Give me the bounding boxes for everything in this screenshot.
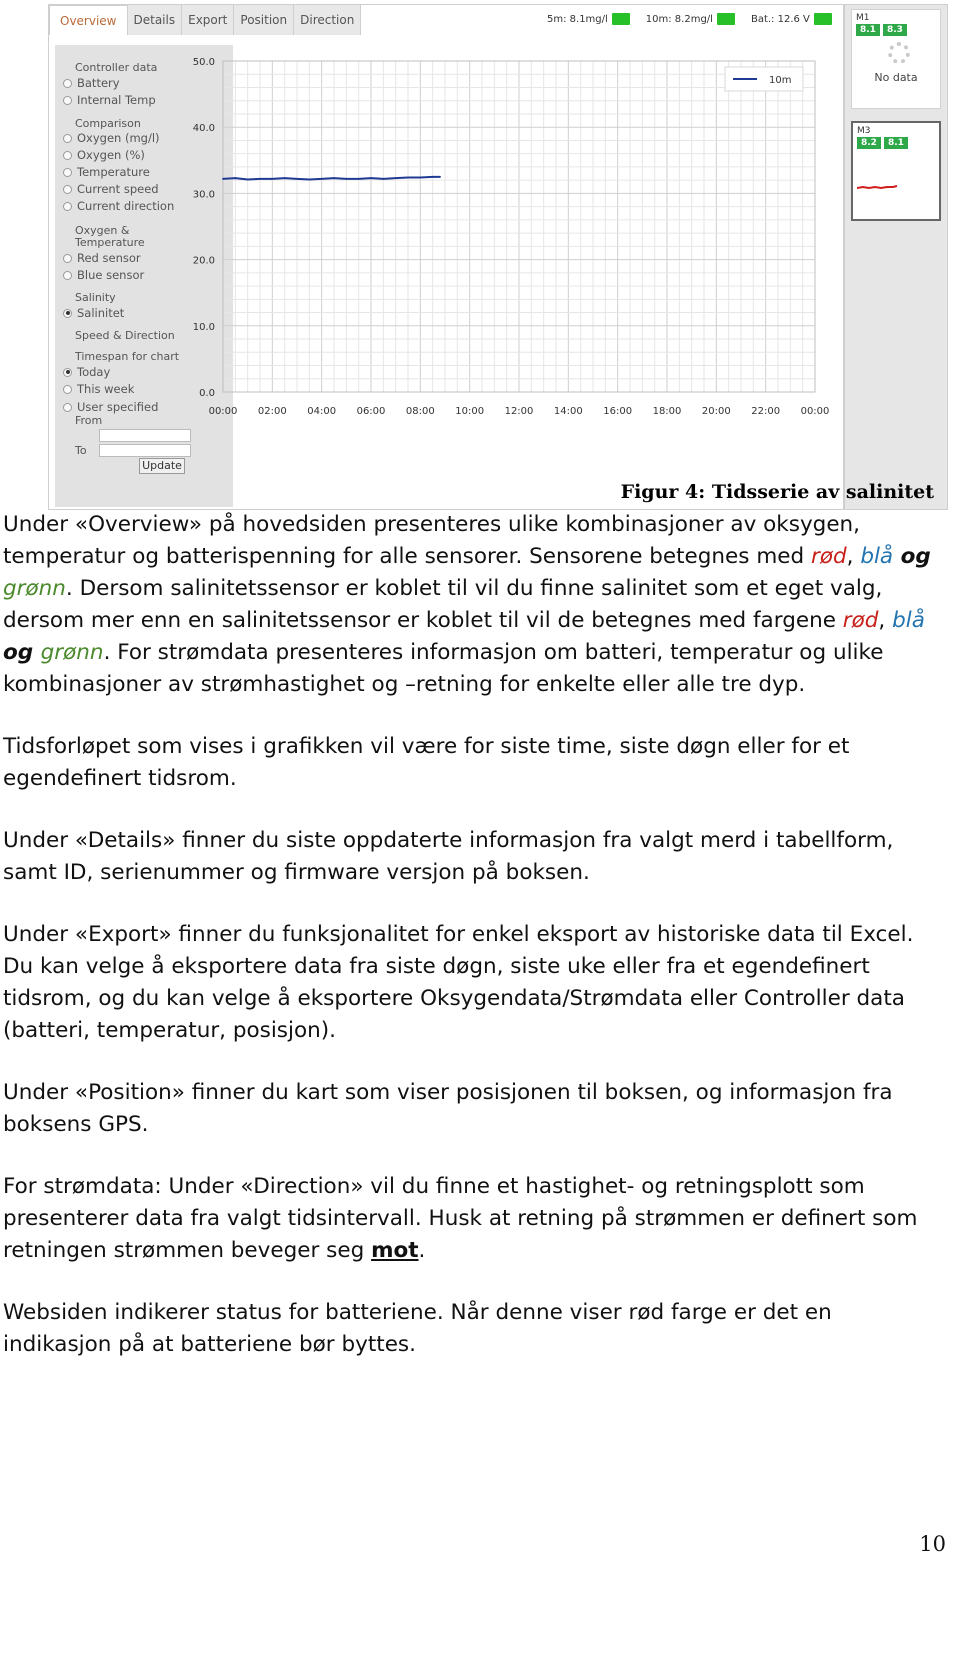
oxygen-temperature-heading: Oxygen & [75, 224, 130, 237]
x-tick-label: 10:00 [455, 406, 485, 417]
text-green: grønn [3, 576, 66, 601]
status-battery-label: Bat.: 12.6 V [750, 13, 810, 25]
status-10m-label: 10m: 8.2mg/l [645, 13, 713, 25]
paragraph-timespan: Tidsforløpet som vises i grafikken vil være for siste time, siste døgn eller for et egendefinert tidsrom. [3, 734, 850, 791]
x-tick-label: 04:00 [307, 406, 337, 417]
option-temperature-label: Temperature [77, 165, 150, 179]
option-current-speed[interactable] [63, 182, 159, 196]
option-internal-temp-label: Internal Temp [77, 93, 156, 107]
series-point [419, 177, 421, 179]
from-date-input[interactable] [99, 429, 191, 442]
option-salinitet-label: Salinitet [77, 306, 125, 320]
y-tick-label: 40.0 [192, 123, 215, 135]
status-bar [547, 13, 832, 25]
monitoring-app [48, 4, 844, 510]
status-battery [751, 13, 832, 25]
oxygen-temperature-heading-2: Temperature [75, 236, 145, 249]
option-this-week[interactable] [63, 382, 134, 396]
y-tick-label: 50.0 [192, 57, 215, 68]
device-sparkline [857, 181, 937, 193]
option-this-week-label: This week [77, 382, 135, 396]
device-badge: 8.1 [884, 137, 908, 149]
radio-icon[interactable] [63, 202, 72, 211]
radio-icon[interactable] [63, 385, 72, 394]
text-blue: blå [892, 608, 925, 633]
tab-overview[interactable]: Overview [49, 5, 128, 35]
x-tick-label: 20:00 [701, 406, 731, 417]
text-og: og [893, 544, 931, 569]
tab-export[interactable]: Export [182, 5, 234, 35]
text-red: rød [810, 544, 847, 569]
speed-direction-heading: Speed & Direction [75, 329, 175, 342]
legend-label: 10m [769, 75, 792, 86]
series-point [308, 179, 310, 181]
screenshot-figure [48, 4, 928, 510]
x-tick-label: 02:00 [257, 406, 287, 417]
text-run: , [846, 544, 861, 569]
to-label: To [75, 444, 87, 457]
option-today-label: Today [77, 365, 111, 379]
paragraph-position: Under «Position» finner du kart som viser posisjonen til boksen, og informasjon fra boksens GPS. [3, 1080, 893, 1137]
battery-green-icon [612, 13, 630, 25]
device-badges [857, 137, 908, 149]
status-5m-label: 5m: 8.1mg/l [547, 13, 608, 25]
series-point [333, 177, 335, 179]
tab-position[interactable]: Position [234, 5, 294, 35]
x-tick-label: 18:00 [652, 406, 682, 417]
text-og: og [3, 640, 41, 665]
option-red-sensor[interactable] [63, 251, 141, 265]
text-run: . For strømdata presenteres informasjon om batteri, temperatur og ulike kombinasjoner av strømhastighet og –retning for enkelte eller alle tre dyp. [3, 640, 884, 697]
series-point [432, 176, 434, 178]
device-name: M1 [856, 13, 870, 23]
series-point [358, 178, 360, 180]
tab-details[interactable]: Details [128, 5, 183, 35]
radio-icon[interactable] [63, 254, 72, 263]
radio-selected-icon[interactable] [63, 309, 72, 318]
series-point [296, 178, 298, 180]
series-point [284, 177, 286, 179]
option-today[interactable] [63, 365, 110, 379]
option-battery[interactable] [63, 76, 120, 90]
document-body [3, 509, 943, 1361]
radio-icon[interactable] [63, 185, 72, 194]
comparison-heading: Comparison [75, 117, 141, 130]
series-point [222, 178, 224, 180]
series-point [439, 176, 441, 178]
device-name: M3 [857, 126, 871, 136]
x-tick-label: 00:00 [800, 406, 830, 417]
option-internal-temp[interactable] [63, 93, 156, 107]
text-blue: blå [860, 544, 894, 569]
series-point [382, 178, 384, 180]
series-point [234, 177, 236, 179]
series-point [370, 177, 372, 179]
paragraph-overview [3, 509, 943, 701]
device-card-m1[interactable] [851, 9, 941, 109]
device-badges [856, 24, 907, 36]
device-badge: 8.1 [856, 24, 880, 36]
radio-selected-icon[interactable] [63, 368, 72, 377]
option-user-specified-label: User specified [77, 400, 159, 414]
text-green: grønn [40, 640, 104, 665]
text-mot: mot [371, 1238, 419, 1263]
paragraph-export: Under «Export» finner du funksjonalitet for enkel eksport av historiske data til Excel. Du kan velge å eksportere data fra siste døgn, siste uke eller fra et egendefinert tidsrom, og du kan velge å eksportere Oksygendata/Strømdata eller Controller data (batteri, temperatur, posisjon). [3, 922, 914, 1043]
text-run: . Dersom salinitetssensor er koblet til vil du finne salinitet som et eget valg, dersom mer enn en salinitetssensor er koblet til vil de betegnes med fargene [3, 576, 883, 633]
option-oxygen-mgl[interactable] [63, 131, 160, 145]
radio-icon[interactable] [63, 151, 72, 160]
controller-data-heading: Controller data [75, 61, 158, 74]
y-tick-label: 20.0 [192, 255, 215, 267]
series-point [407, 177, 409, 179]
figure-caption: Figur 4: Tidsserie av salinitet [620, 481, 934, 503]
salinity-heading: Salinity [75, 291, 116, 304]
option-current-direction[interactable] [63, 199, 174, 213]
series-point [395, 177, 397, 179]
option-oxygen-pct[interactable] [63, 148, 145, 162]
from-label: From [75, 414, 103, 427]
option-user-specified[interactable] [63, 400, 158, 414]
tab-bar [49, 5, 361, 35]
paragraph-direction [3, 1171, 943, 1267]
loading-spinner-icon [888, 42, 910, 64]
text-run: Under «Overview» på hovedsiden presenteres ulike kombinasjoner av oksygen, temperatur og batterispenning for alle sensorer. Sensorene betegnes med [3, 512, 861, 569]
option-oxygen-mgl-label: Oxygen (mg/l) [77, 131, 160, 145]
text-run: , [878, 608, 893, 633]
option-current-direction-label: Current direction [77, 199, 175, 213]
option-oxygen-pct-label: Oxygen (%) [77, 148, 145, 162]
option-current-speed-label: Current speed [77, 182, 159, 196]
battery-green-icon [814, 13, 832, 25]
device-card-m3[interactable] [851, 121, 941, 221]
radio-icon[interactable] [63, 168, 72, 177]
to-date-input[interactable] [99, 444, 191, 457]
series-point [271, 178, 273, 180]
x-tick-label: 22:00 [751, 406, 781, 417]
series-point [259, 178, 261, 180]
device-panel [844, 4, 948, 510]
text-run: For strømdata: Under «Direction» vil du finne et hastighet- og retningsplott som presenterer data fra valgt tidsintervall. Husk at retning på strømmen er definert som retningen strømmen beveger seg [3, 1174, 918, 1263]
option-temperature[interactable] [63, 165, 150, 179]
radio-icon[interactable] [63, 96, 72, 105]
option-red-sensor-label: Red sensor [77, 251, 141, 265]
option-blue-sensor[interactable] [63, 268, 144, 282]
salinity-line-chart [179, 45, 839, 437]
x-tick-label: 00:00 [208, 406, 238, 417]
series-point [345, 178, 347, 180]
option-blue-sensor-label: Blue sensor [77, 268, 145, 282]
timespan-heading: Timespan for chart [75, 350, 180, 363]
y-tick-label: 10.0 [192, 321, 215, 333]
x-tick-label: 06:00 [356, 406, 386, 417]
y-tick-label: 30.0 [192, 189, 215, 201]
option-salinitet[interactable] [63, 306, 124, 320]
paragraph-battery: Websiden indikerer status for batteriene. Når denne viser rød farge er det en indikasjon på at batteriene bør byttes. [3, 1300, 832, 1357]
device-badge: 8.3 [883, 24, 907, 36]
x-tick-label: 14:00 [553, 406, 583, 417]
update-button[interactable]: Update [139, 458, 185, 474]
x-tick-label: 16:00 [603, 406, 633, 417]
no-data-label: No data [874, 71, 918, 84]
y-tick-label: 0.0 [199, 388, 215, 399]
series-point [247, 179, 249, 181]
device-badge: 8.2 [857, 137, 881, 149]
text-red: rød [842, 608, 879, 633]
paragraph-details: Under «Details» finner du siste oppdaterte informasjon fra valgt merd i tabellform, samt ID, serienummer og firmware versjon på boksen. [3, 828, 894, 885]
option-battery-label: Battery [77, 76, 120, 90]
x-tick-label: 08:00 [405, 406, 435, 417]
radio-icon[interactable] [63, 403, 72, 412]
x-tick-label: 12:00 [504, 406, 534, 417]
radio-icon[interactable] [63, 271, 72, 280]
text-run: . [418, 1238, 426, 1263]
page-number: 10 [919, 1532, 946, 1556]
status-10m [646, 13, 735, 25]
status-5m [547, 13, 630, 25]
tab-direction[interactable]: Direction [294, 5, 361, 35]
series-point [321, 178, 323, 180]
radio-icon[interactable] [63, 79, 72, 88]
battery-green-icon [717, 13, 735, 25]
radio-icon[interactable] [63, 134, 72, 143]
